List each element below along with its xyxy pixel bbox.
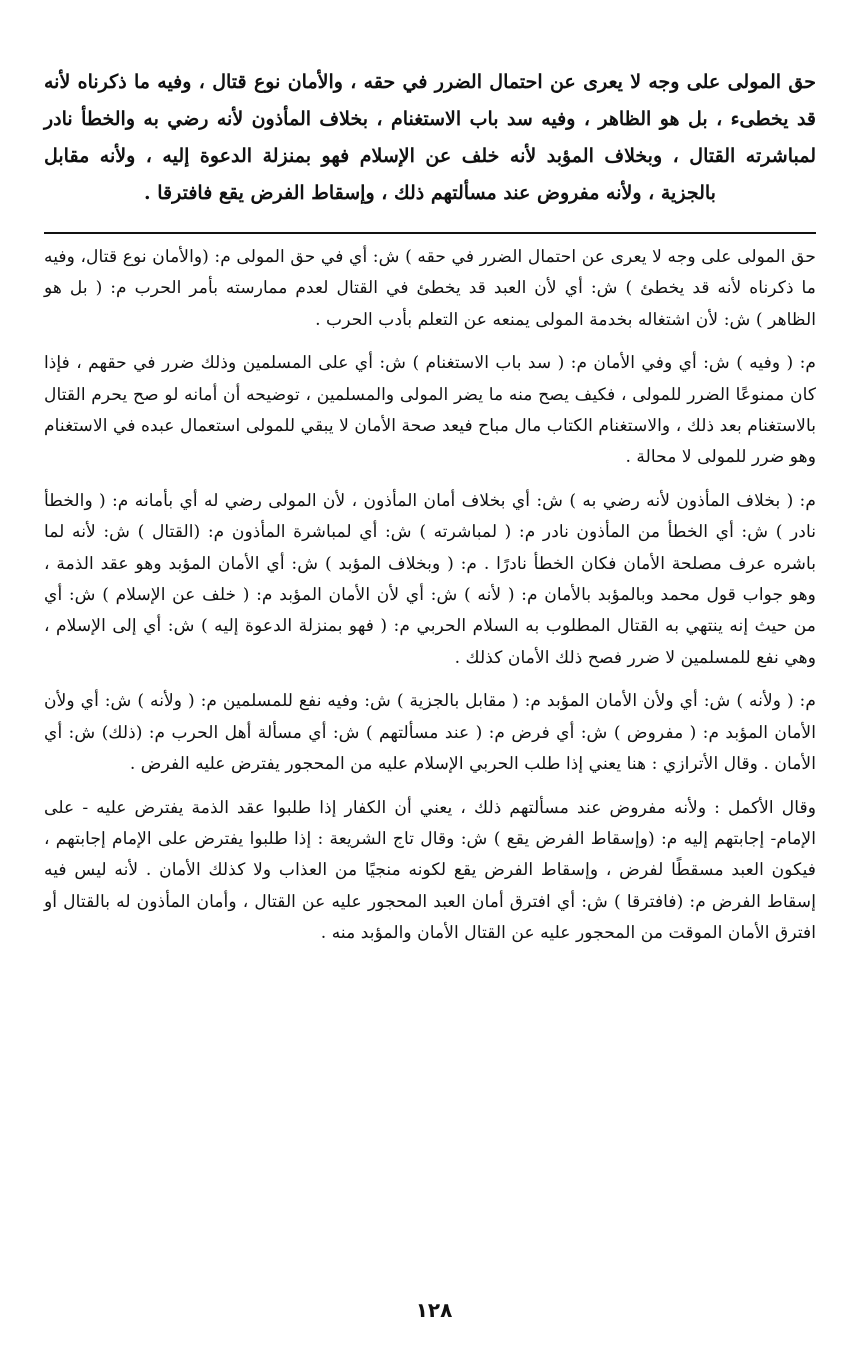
separator-line [44,232,816,234]
main-text: حق المولى على وجه لا يعرى عن احتمال الضرر في حقه ، والأمان نوع قتال ، وفيه ما ذكرناه لأنه قد يخطىء ، بل هو الظاهر ، وفيه سد باب الاستغنام ، بخلاف المأذون لأنه رضي به والخطأ نادر لمباشرته القتال ، وبخلاف المؤبد لأنه خلف عن الإسلام فهو بمنزلة الدعوة إليه ، ولأنه مقابل بالجزية ، ولأنه مفروض عند مسألتهم ذلك ، وإسقاط الفرض يقع فافترقا . [44,71,816,204]
page-content [44,64,816,962]
commentary-paragraph-3: م: ( بخلاف المأذون لأنه رضي به ) ش: أي بخلاف أمان المأذون ، لأن المولى رضي له أي بأمانه م: ( والخطأ نادر ) ش: أي الخطأ من المأذون نادر م: ( لمباشرته ) ش: أي لمباشرة المأذون م: (القتال ) ش: لأنه لما باشره عرف مصلحة الأمان فكان الخطأ نادرًا . م: ( وبخلاف المؤبد ) ش: أي الأمان المؤبد وهو عقد الذمة ، وهو جواب قول محمد وبالمؤبد بالأمان م: ( لأنه ) ش: أي لأن الأمان المؤبد م: ( خلف عن الإسلام ) ش: أي من حيث إنه ينتهي به القتال المطلوب به السلام الحربي م: ( فهو بمنزلة الدعوة إليه ) ش: أي إلى الإسلام ، وهي نفع للمسلمين لا ضرر فصح ذلك الأمان كذلك . [44,490,816,668]
commentary-paragraph-2: م: ( وفيه ) ش: أي وفي الأمان م: ( سد باب الاستغنام ) ش: أي على المسلمين وذلك ضرر في حقهم ، فإذا كان ممنوعًا الضرر للمولى ، فكيف يصح منه ما يضر المولى والمسلمين ، توضيحه أن أمانه لو صح يحرم القتال بالاستغنام بعد ذلك ، والاستغنام الكتاب مال مباح فيعد صحة الأمان لا يبقي للمولى استعمال عبده في الاستغنام وهو ضرر للمولى لا محالة . [44,353,816,468]
commentary-paragraph-5: وقال الأكمل : ولأنه مفروض عند مسألتهم ذلك ، يعني أن الكفار إذا طلبوا عقد الذمة يفترض عليه - على الإمام- إجابتهم إليه م: (وإسقاط الفرض يقع ) ش: وقال تاج الشريعة : إذا طلبوا يفترض على الإمام إجابتهم ، فيكون العبد مسقطًا لفرض ، وإسقاط الفرض يقع لكونه منجيًا من العذاب ولا كذلك الأمان . لأنه ليس فيه إسقاط الفرض م: (فافترقا ) ش: أي افترق أمان العبد المحجور عليه عن القتال ، وأمان المأذون له بالقتال أو افترق الأمان الموقت من المحجور عليه عن القتال الأمان والمؤبد منه . [44,797,816,944]
commentary-paragraph-1: حق المولى على وجه لا يعرى عن احتمال الضرر في حقه ) ش: أي في حق المولى م: (والأمان نوع قتال، وفيه ما ذكرناه لأنه قد يخطئ ) ش: أي لأن العبد قد يخطئ في القتال لعدم ممارسته بأمر الحرب م: ( بل هو الظاهر ) ش: لأن اشتغاله بخدمة المولى يمنعه عن التعلم بأدب الحرب . [44,247,816,330]
commentary-paragraph-4: م: ( ولأنه ) ش: أي ولأن الأمان المؤبد م: ( مقابل بالجزية ) ش: وفيه نفع للمسلمين م: ( ولأنه ) ش: أي ولأن الأمان المؤبد م: ( مفروض ) ش: أي فرض م: ( عند مسألتهم ) ش: أي مسألة أهل الحرب م: (ذلك) ش: أي الأمان . وقال الأترازي : هنا يعني إذا طلب الحربي الإسلام عليه من المحجور يفترض عليه الفرض . [44,691,816,775]
page-number: ١٢٨ [415,1298,453,1322]
commentary [44,242,816,950]
